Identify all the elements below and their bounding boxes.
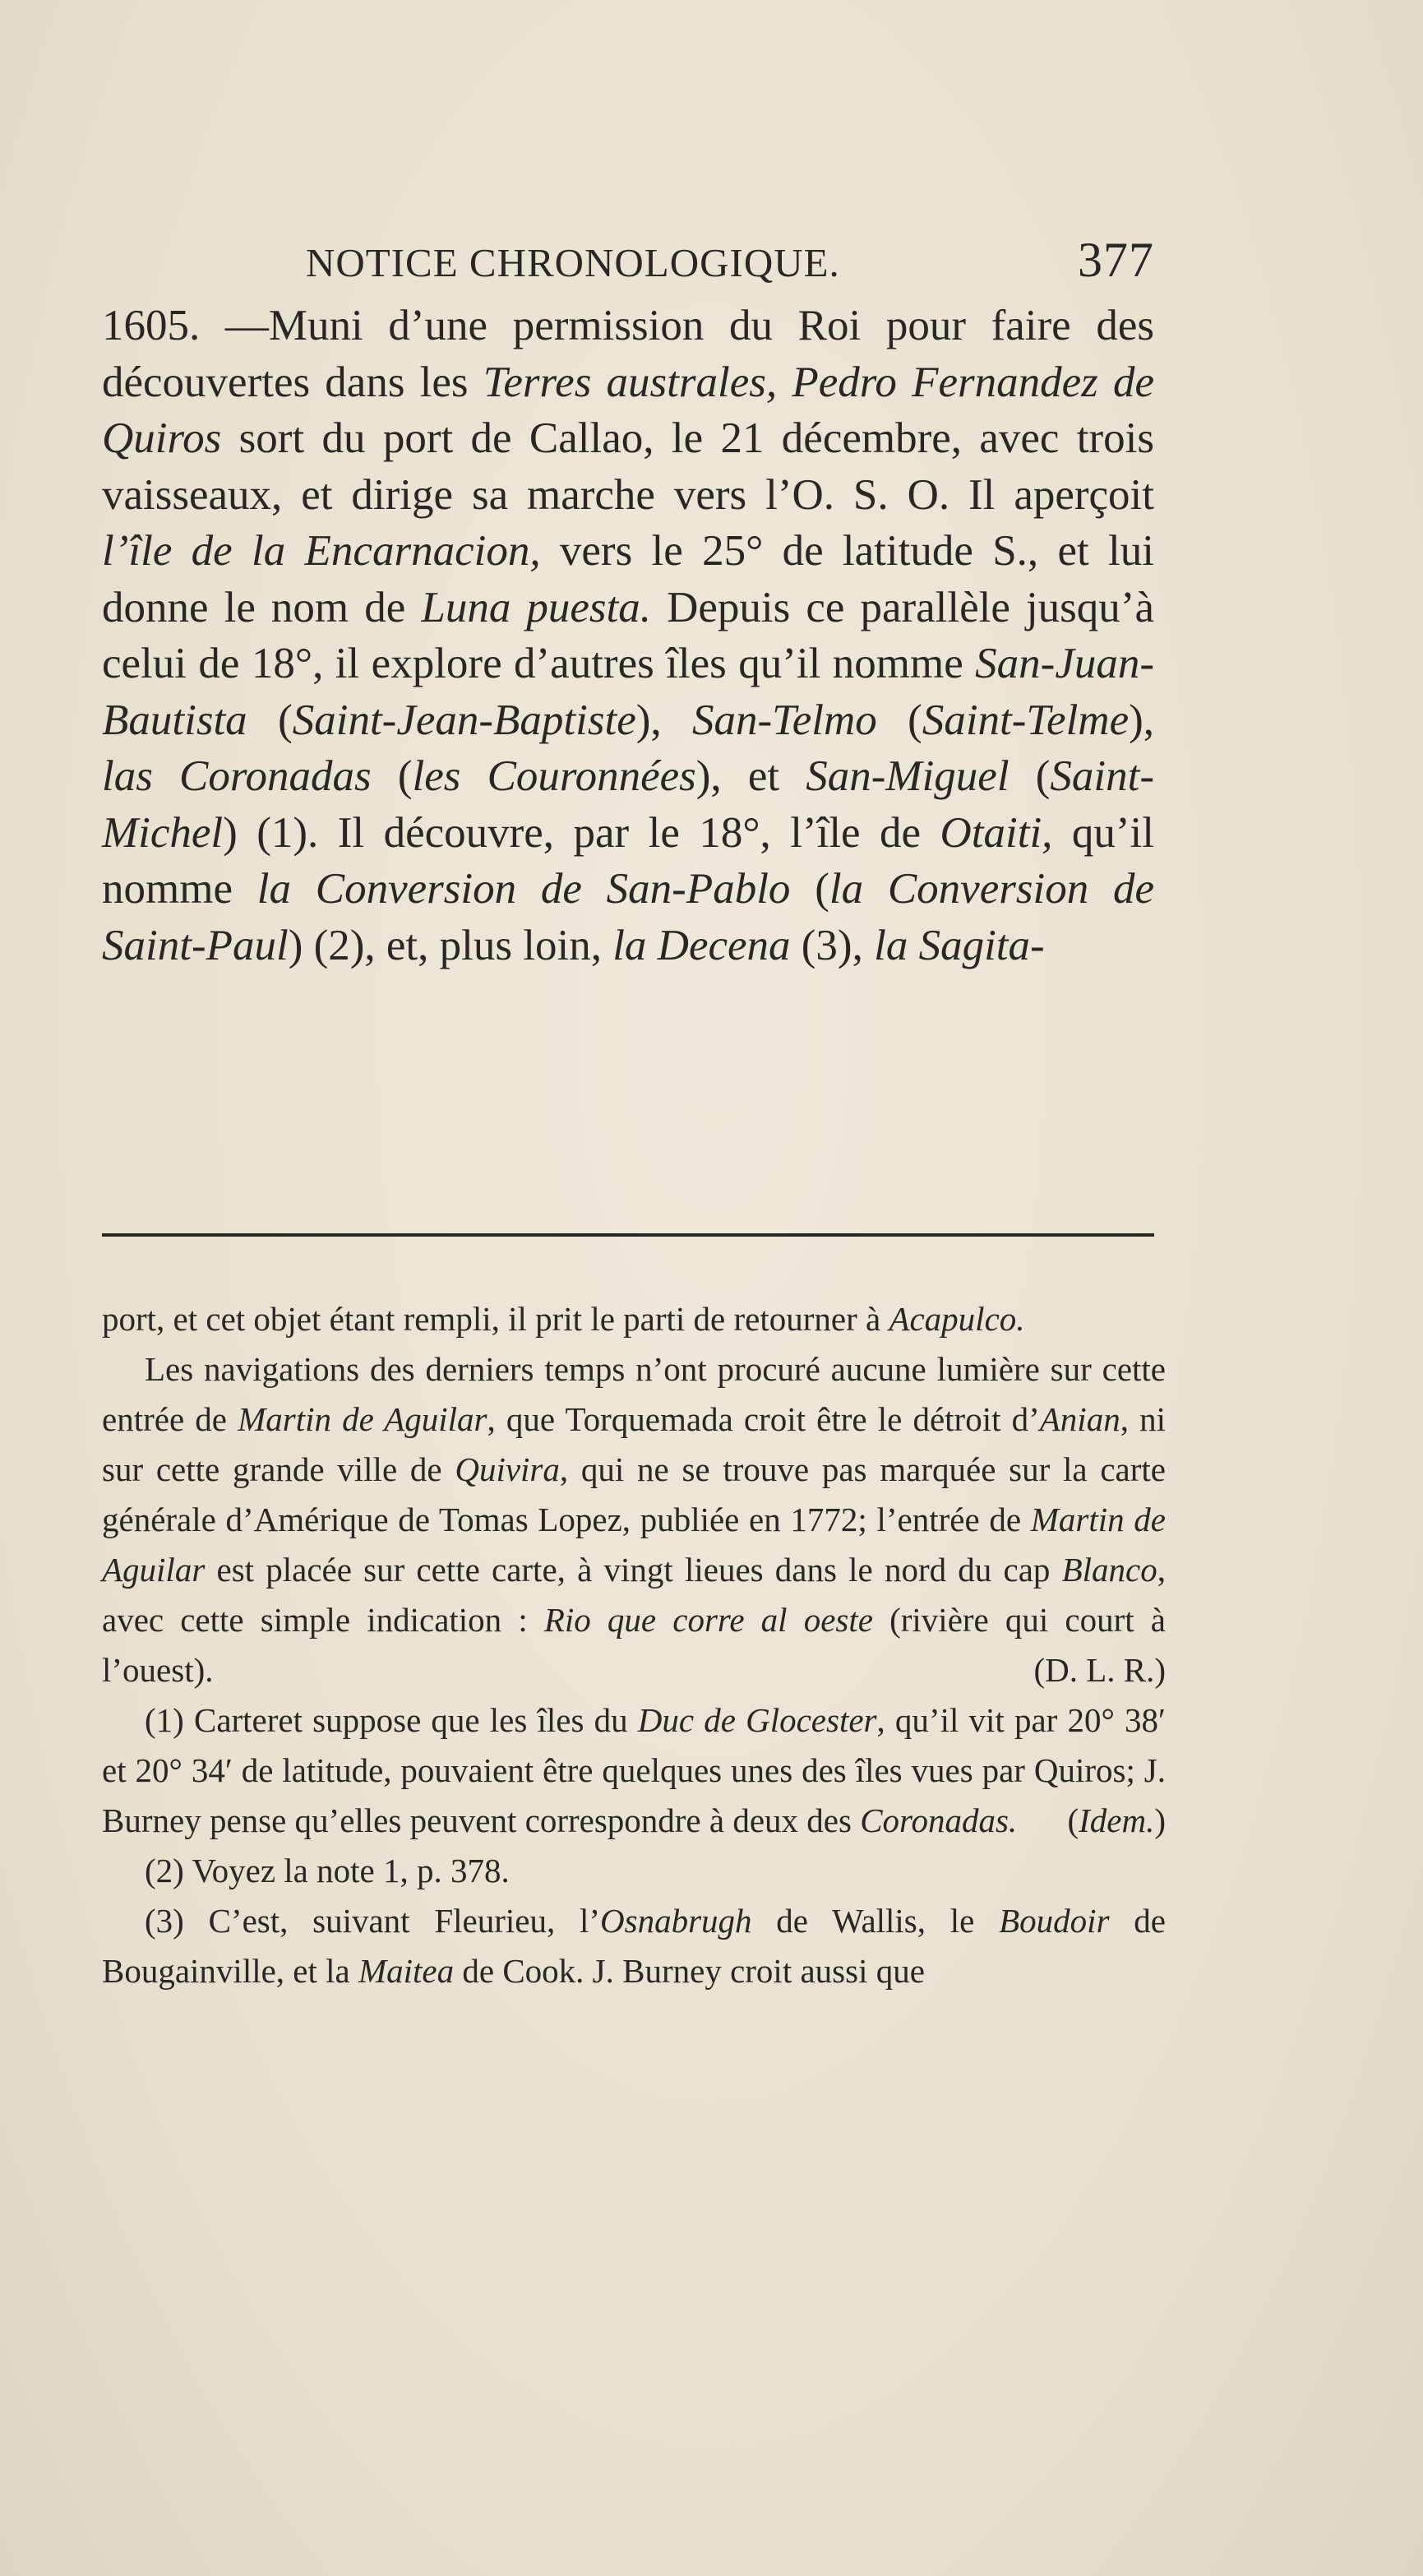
main-text [102, 298, 1154, 974]
footnotes [102, 1294, 1166, 1996]
footnote-attribution: (D. L. R.) [1033, 1651, 1166, 1689]
footnote-rule [102, 1233, 1154, 1237]
footnote-editor: Les navigations des derniers temps n’ont procuré aucune lumière sur cette entrée de Martin de Aguilar, que Torquemada croit être le détroit d’Anian, ni sur cette grande ville de Quivira, qui ne se trouve pas marquée sur la carte générale d’Amérique de Tomas Lopez, publiée en 1772; l’entrée de Martin de Aguilar est placée sur cette carte, à vingt lieues dans le nord du cap Blanco, avec cette simple indication : Rio que corre al oeste (rivière qui court à l’ouest). (D. L. R.) [102, 1344, 1166, 1695]
running-header [306, 232, 1154, 289]
footnote-attribution: (Idem.) [1067, 1801, 1166, 1839]
footnote-2: (2) Voyez la note 1, p. 378. [145, 1852, 510, 1889]
running-title: NOTICE CHRONOLOGIQUE. [306, 240, 840, 285]
entry-year: 1605. [102, 302, 201, 349]
footnote-continued: port, et cet objet étant rempli, il prit le parti de retourner à Acapulco. [102, 1300, 1025, 1338]
footnote-1: (1) Carteret suppose que les îles du Duc de Glocester, qu’il vit par 20° 38′ et 20° 34′ de latitude, pouvaient être quelques unes des îles vues par Quiros; J. Burney pense qu’elles peuvent correspondre à deux des Coronadas. (Idem.) [102, 1695, 1166, 1846]
entry-1605: 1605. —Muni d’une permission du Roi pour faire des découvertes dans les Terres australes, Pedro Fernandez de Quiros sort du port de Callao, le 21 décembre, avec trois vaisseaux, et dirige sa marche vers l’O. S. O. Il aperçoit l’île de la Encarnacion, vers le 25° de latitude S., et lui donne le nom de Luna puesta. Depuis ce parallèle jusqu’à celui de 18°, il explore d’autres îles qu’il nomme San-Juan-Bautista (Saint-Jean-Baptiste), San-Telmo (Saint-Telme), las Coronadas (les Couronnées), et San-Miguel (Saint-Michel) (1). Il découvre, par le 18°, l’île de Otaiti, qu’il nomme la Conversion de San-Pablo (la Conversion de Saint-Paul) (2), et, plus loin, la Decena (3), la Sagita- [102, 302, 1155, 969]
page-number: 377 [1078, 233, 1154, 287]
footnote-3: (3) C’est, suivant Fleurieu, l’Osnabrugh de Wallis, le Boudoir de Bougainville, et la Maitea de Cook. J. Burney croit aussi que [102, 1902, 1167, 1990]
